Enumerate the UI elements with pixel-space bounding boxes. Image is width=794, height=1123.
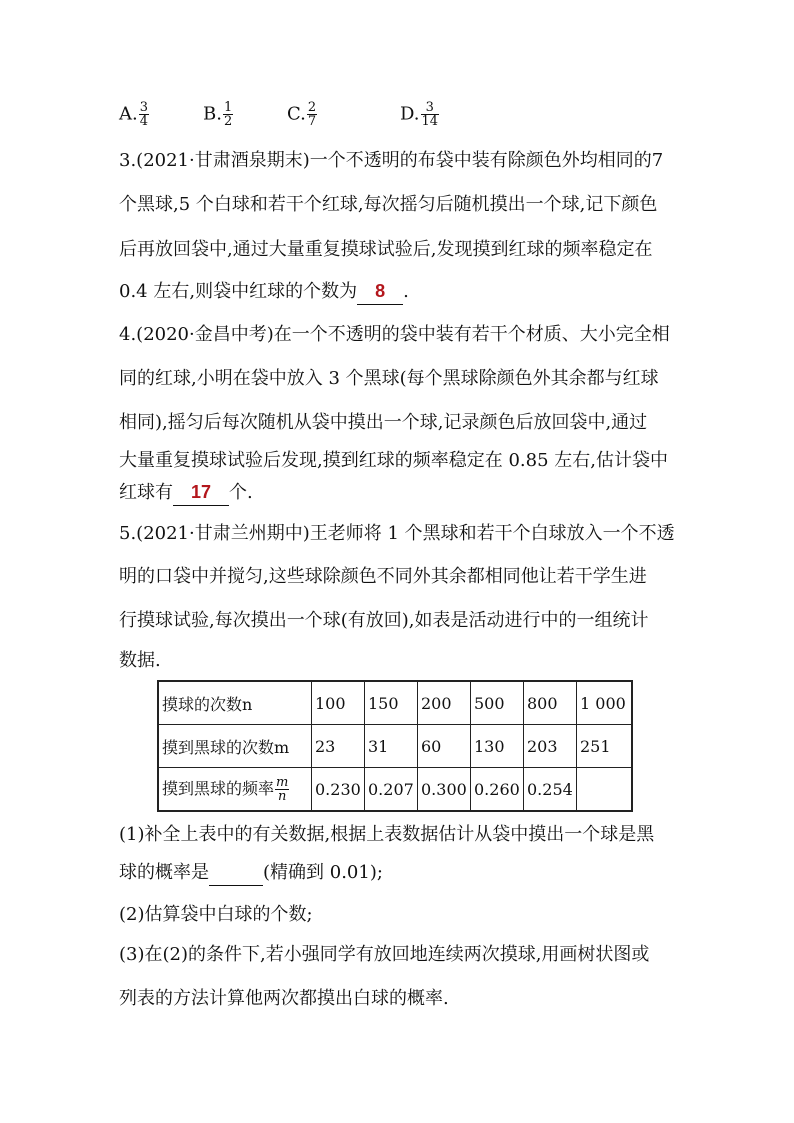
q5-line-3: 行摸球试验,每次摸出一个球(有放回),如表是活动进行中的一组统计 <box>119 610 649 631</box>
option-c <box>287 101 317 128</box>
q5-line-2: 明的口袋中并搅匀,这些球除颜色不同外其余都相同他让若干学生进 <box>119 566 647 587</box>
fraction-numerator: 3 <box>139 100 149 115</box>
q4-line-1: 4.(2020·金昌中考)在一个不透明的袋中装有若干个材质、大小完全相 <box>119 324 670 345</box>
option-a <box>119 101 149 128</box>
table-cell: 200 <box>418 681 471 725</box>
table-cell: 0.207 <box>365 768 418 812</box>
option-b-fraction <box>223 101 233 128</box>
table-cell: 800 <box>524 681 577 725</box>
frequency-label: 摸到黑球的频率 <box>162 778 275 798</box>
statistics-table <box>157 680 633 812</box>
fraction-numerator: 2 <box>307 100 317 115</box>
q3-line-4-end: . <box>403 281 409 302</box>
table-cell: 150 <box>365 681 418 725</box>
q3-line-4 <box>119 279 409 305</box>
option-d-fraction <box>421 101 440 128</box>
m-over-n-fraction <box>275 776 289 803</box>
q3-line-1: 3.(2021·甘肃酒泉期末)一个不透明的布袋中装有除颜色外均相同的7 <box>119 150 664 171</box>
option-b-label: B. <box>203 103 222 125</box>
sub1-line-2 <box>119 861 383 886</box>
option-a-label: A. <box>119 103 138 125</box>
fraction-denominator: 14 <box>421 114 439 129</box>
table-cell: 1 000 <box>577 681 633 725</box>
table-row <box>158 681 632 725</box>
table-row <box>158 768 632 812</box>
option-a-fraction <box>139 101 149 128</box>
q4-line-2: 同的红球,小明在袋中放入 3 个黑球(每个黑球除颜色外其余都与红球 <box>119 368 659 389</box>
sub3-line-2: 列表的方法计算他两次都摸出白球的概率. <box>119 988 449 1009</box>
q3-line-4-text: 0.4 左右,则袋中红球的个数为 <box>119 281 358 302</box>
table-header-cell <box>158 768 312 812</box>
table-row <box>158 725 632 768</box>
q4-line-5-text: 红球有 <box>119 482 173 503</box>
q4-answer-blank <box>173 480 229 506</box>
table-header-cell: 摸到黑球的次数m <box>158 725 312 768</box>
table-cell: 0.260 <box>471 768 524 812</box>
option-c-fraction <box>307 101 317 128</box>
fraction-numerator: 3 <box>421 101 440 115</box>
sub3-line-1: (3)在(2)的条件下,若小强同学有放回地连续两次摸球,用画树状图或 <box>119 944 650 965</box>
fraction-numerator: 1 <box>223 100 233 115</box>
table-cell: 0.300 <box>418 768 471 812</box>
option-d <box>400 101 439 128</box>
q4-line-3: 相同),摇匀后每次随机从袋中摸出一个球,记录颜色后放回袋中,通过 <box>119 412 648 433</box>
fraction-denominator: 4 <box>139 114 149 129</box>
q4-line-4: 大量重复摸球试验后发现,摸到红球的频率稳定在 0.85 左右,估计袋中 <box>119 450 668 471</box>
q5-line-4: 数据. <box>119 650 161 671</box>
table-cell-empty <box>577 768 633 812</box>
table-cell: 31 <box>365 725 418 768</box>
table-cell: 100 <box>312 681 365 725</box>
table-cell: 130 <box>471 725 524 768</box>
q3-line-2: 个黑球,5 个白球和若干个红球,每次摇匀后随机摸出一个球,记下颜色 <box>119 194 658 215</box>
q4-line-5-end: 个. <box>229 482 253 503</box>
table-cell: 500 <box>471 681 524 725</box>
sub2-line: (2)估算袋中白球的个数; <box>119 904 313 925</box>
q4-line-5 <box>119 480 253 506</box>
table-cell: 203 <box>524 725 577 768</box>
fraction-denominator: 7 <box>307 114 317 129</box>
option-b <box>203 101 233 128</box>
q5-line-1: 5.(2021·甘肃兰州期中)王老师将 1 个黑球和若干个白球放入一个不透 <box>119 523 675 544</box>
table-header-cell: 摸球的次数n <box>158 681 312 725</box>
q3-answer: 8 <box>375 281 386 301</box>
fraction-denominator: 2 <box>223 114 233 129</box>
table-cell: 0.254 <box>524 768 577 812</box>
sub1-line-1: (1)补全上表中的有关数据,根据上表数据估计从袋中摸出一个球是黑 <box>119 824 655 845</box>
sub1-answer-blank <box>209 861 263 886</box>
q4-answer: 17 <box>190 482 212 502</box>
q3-line-3: 后再放回袋中,通过大量重复摸球试验后,发现摸到红球的频率稳定在 <box>119 239 653 260</box>
sub1-line-2-text: 球的概率是 <box>119 862 209 883</box>
q3-answer-blank <box>357 279 403 305</box>
option-d-label: D. <box>400 103 420 125</box>
sub1-line-2-end: (精确到 0.01); <box>263 862 383 883</box>
fraction-denominator: n <box>277 788 287 804</box>
fraction-numerator: m <box>276 774 289 790</box>
table-cell: 60 <box>418 725 471 768</box>
table-cell: 251 <box>577 725 633 768</box>
table-cell: 0.230 <box>312 768 365 812</box>
option-c-label: C. <box>287 103 306 125</box>
table-cell: 23 <box>312 725 365 768</box>
